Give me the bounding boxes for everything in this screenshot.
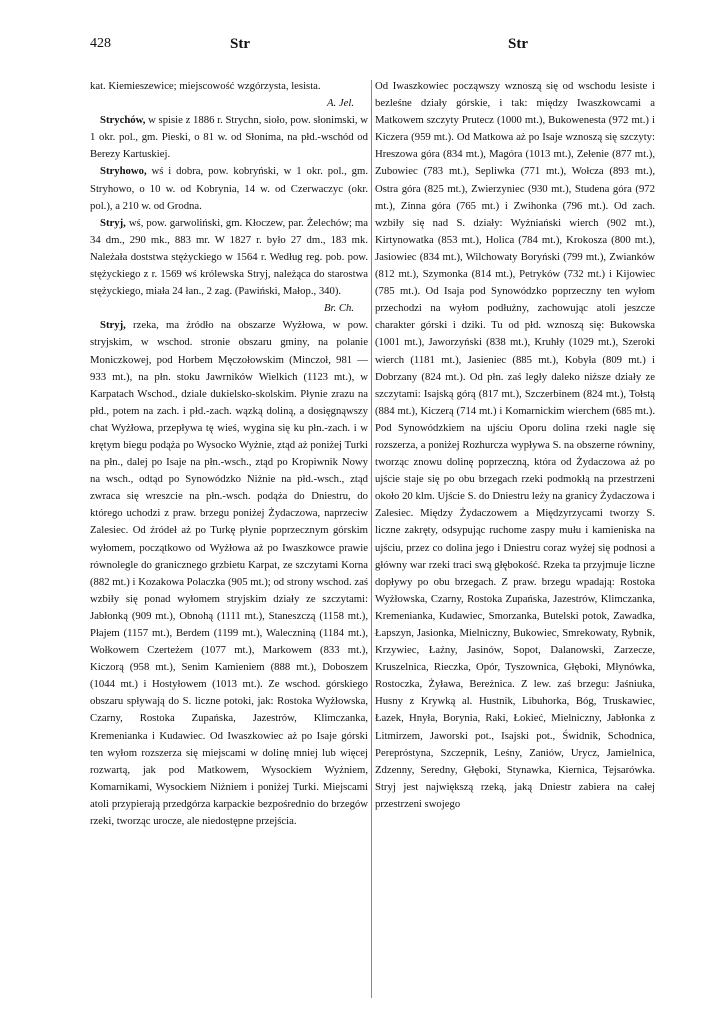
entry-text: rzeka, ma źródło na obszarze Wyżłowa, w pow. stryjskim, w wschod. stronie obszaru gminy, na polanie Moniczkowej, pod Horbem Męczołowskim (Minczoł, 981 — 933 mt.), na płn. stoku Jawrników Wielkich (1123 mt.), w Karpatach Wschod., dziale dukielsko-skolskim. Płynie zrazu na płd., potem na zach. i płd.-zach. wązką doliną, a dosięgnąwszy chat Wyżłowa, przepływa tę wieś, wygina się ku płn.-zach. i w krętym biegu podąża po Wysocko Wyżnie, ztąd aż poniżej Turki na płn., dalej po Isaje na płn.-wsch., ztąd po Kropiwnik Nowy na wsch., odtąd po Synowódzko Niżnie na płd.-wsch., ztąd zwraca się wreszcie na płn.-wsch. podąża do Dniestru, do którego uchodzi z praw. brzegu poniżej Żydaczowa, naprzeciw Zalesiec. Od źródeł aż po Turkę płynie poprzecznym górskim wyłomem, początkowo od Wyżłowa aż po Iwaszkowce prawie równolegle do granicznego grzbietu Karpat, ze szczytami Korna (882 mt.) i Kozakowa Polaczka (905 mt.); od strony wschod. zaś wzbiły się ponad wyłomem stryjskim działy ze szczytami: Jabłonką (909 mt.), Obnohą (1111 mt.), Staneszczą (1158 mt.), Płajem (1157 mt.), Berdem (1199 mt.), Waleczniną (1184 mt.), Wołkowem Czerteżem (1077 mt.), Markowem (833 mt.), Kiczorą (958 mt.), Senim Kamieniem (888 mt.), Doboszem (1044 mt.) i Hostyłowem (1013 mt.). Ze wschod. górskiego obszaru spływają do S. liczne potoki, jak: Rostoka Wyżłowska, Czarny, Rostoka Zupańska, Jazestrów, Klimczanka, Kremenianka i Kudawiec. Od Iwaszkowiec aż po Isaje górski ten wyłom rozszerza się miejscami w dolinę mniej lub więcej rozwartą, jak pod Matkowem, Wysockiem Wyżniem, Komarnikami, Wysockiem Niżniem i poniżej Turki. Miejscami atoli przypierają przedgórza karpackie bezpośrednio do brzegów rzeki, tworząc urocze, ale niedostępne przejścia. bbox=[90, 319, 368, 828]
left-column bbox=[90, 78, 368, 998]
entry-continuation bbox=[90, 78, 368, 112]
author-signature: Br. Ch. bbox=[324, 302, 354, 315]
entry-stryj-river bbox=[90, 317, 368, 830]
entry-text: w spisie z 1886 r. Strychn, sioło, pow. słonimski, w 1 okr. pol., gm. Pieski, o 81 w. od Słonima, na płd.-wschód od Berezy Kartuskiej. bbox=[90, 114, 368, 161]
entry-headword: Strychów, bbox=[100, 114, 146, 127]
right-column bbox=[375, 78, 655, 998]
entry-stryj-river-continued bbox=[375, 78, 655, 813]
entry-strychow bbox=[90, 112, 368, 163]
running-head-right: Str bbox=[508, 36, 528, 52]
column-divider bbox=[371, 80, 372, 998]
page-header bbox=[90, 36, 650, 58]
page-number: 428 bbox=[90, 36, 111, 51]
running-head-left: Str bbox=[230, 36, 250, 52]
entry-text: kat. Kiemieszewice; miejscowość wzgórzysta, lesista. bbox=[90, 80, 321, 92]
entry-headword: Stryhowo, bbox=[100, 165, 147, 178]
entry-text: wś i dobra, pow. kobryński, w 1 okr. pol., gm. Stryhowo, o 10 w. od Kobrynia, 14 w. od Czerwaczyc (okr. pol.), a 210 w. od Grodna. bbox=[90, 165, 368, 212]
entry-headword: Stryj, bbox=[100, 216, 126, 229]
entry-headword: Stryj, bbox=[100, 319, 126, 332]
entry-text: Od Iwaszkowiec począwszy wznoszą się od wschodu lesiste i bezleśne działy górskie, i tak: między Iwaszkowcami a Matkowem szczyty Prutecz (1000 mt.), Bukowenesta (972 mt.) i Kiczera (959 mt.). Od Matkowa aż po Isaje wznoszą się szczyty: Hreszowa góra (834 mt.), Magóra (1013 mt.), Zełenie (877 mt.), Zubowiec (783 mt.), Sepliwka (771 mt.), Wołcza (893 mt.), Ostra góra (825 mt.), Zwierzyniec (930 mt.), Studena góra (972 mt.), Zinna góra (765 mt.) i Zwihonka (796 mt.). Od zach. wzbiły się nad S. działy: Wyżniański wierch (902 mt.), Kirtynowatka (853 mt.), Holica (784 mt.), Krokosza (800 mt.), Jasiowiec (834 mt.), Wilchowaty Boryński (799 mt.), Zwianków (812 mt.), Szymonka (814 mt.), Petryków (732 mt.) i Kijowiec (785 mt.). Od Isaja pod Synowódzko poprzeczny ten wyłom przechodzi na wyłom podłużny, zachowując atoli jeszcze charakter górski i dziki. Tu od płd. wznoszą się: Bukowska (1001 mt.), Jaworzyński (838 mt.), Kruhły (1029 mt.), Szeroki wierch (1181 mt.), Jasieniec (885 mt.), Kobyła (809 mt.) i Dobrzany (824 mt.). Od płn. zaś legły daleko niższe działy ze szczytami: Isajską górą (817 mt.), Szczerbinem (824 mt.), Tołstą (884 mt.), Kiczerą (714 mt.) i Komarnickim wierchem (685 mt.). Pod Synowódzkiem na ujściu Oporu dolina rzeki nagle się rozszerza, a poniżej Rozhurcza wypływa S. na obszerne równiny, tworząc znowu dolinę poprzeczną, która od Żydaczowa aż po ujście staje się po obu brzegach rzeki podmokłą na przestrzeni około 20 klm. Ujście S. do Dniestru leży na granicy Żydaczowa i Zalesiec. Między Żydaczowem a Międzyrzycami tworzy S. liczne zakręty, odsypując ruchome zaspy mułu i kamieniska na ujściu, przez co dolina jego i Dniestru coraz wyżej się podnosi a główny war rzeki traci swą głębokość. Rzeka ta przyjmuje liczne dopływy po obu brzegach. Z praw. brzegu wpadają: Rostoka Wyżłowska, Czarny, Rostoka Zupańska, Jazestrów, Klimczanka, Kremenianka, Kudawiec, Smorzanka, Butelski potok, Zawadka, Łapszyn, Jasionka, Mielniczny, Bukowiec, Smrekowaty, Rybnik, Krzywiec, Łaźny, Jasinów, Sopot, Dalanowski, Zarzecze, Kruszelnica, Rieczka, Opór, Tyszownica, Głęboki, Młynówka, Rostoczka, Żyława, Bereżnica. Z lew. zaś brzegu: Jaśniuka, Husny z Krywką al. Hustnik, Libuhorka, Bóg, Truskawiec, Łazek, Hnyła, Borynia, Raki, Łokieć, Mielniczny, Jabłonka z Litmirzem, Jaworski pot., Isajski pot., Świdnik, Schodnica, Perepróstyna, Szczepnik, Leśny, Zaniów, Urycz, Jamielnica, Zdzenny, Seredny, Głęboki, Stynawka, Kiernica, Tejsarówka. Stryj jest największą rzeką, jaką Dniestr zabiera na całej przestrzeni swojego bbox=[375, 80, 655, 810]
author-signature: A. Jel. bbox=[326, 97, 354, 110]
entry-stryj-village bbox=[90, 215, 368, 315]
entry-text: wś, pow. garwoliński, gm. Kłoczew, par. Żelechów; ma 34 dm., 290 mk., 883 mr. W 1827 r. było 27 dm., 183 mk. Należała doststwa stężyckiego w 1564 r. Według reg. pob. pow. stężyckiego z r. 1569 wś królewska Stryj, należąca do starostwa stężyckiego, miała 24 łan., 2 zag. (Pawiński, Małop., 340). bbox=[90, 216, 368, 298]
entry-stryhowo bbox=[90, 163, 368, 214]
